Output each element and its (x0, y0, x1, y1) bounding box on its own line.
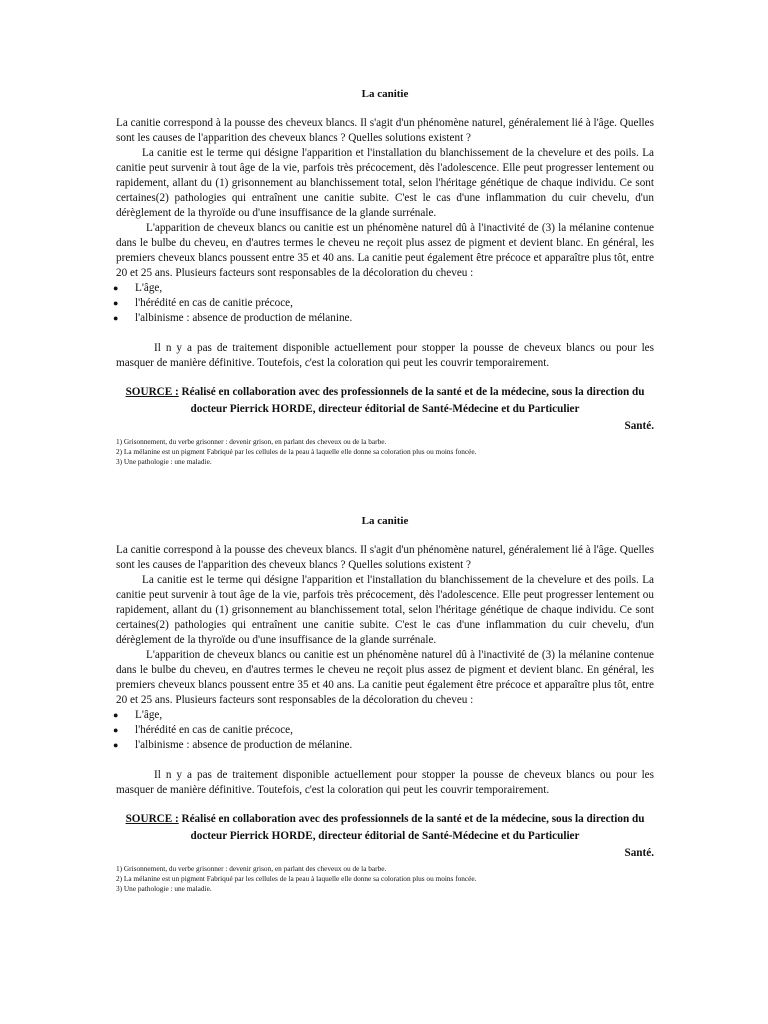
list-item-text: l'albinisme : absence de production de mélanine. (135, 312, 353, 324)
footnote: 2) La mélanine est un pigment Fabriqué par les cellules de la peau à laquelle elle donne sa coloration plus ou moins foncée. (116, 447, 477, 456)
list-item-text: L'âge, (135, 282, 163, 294)
bullet-icon: ● (113, 725, 119, 735)
bullet-list (113, 708, 654, 753)
footnotes (116, 437, 654, 467)
list-item (113, 723, 654, 738)
intro-paragraph: La canitie correspond à la pousse des cheveux blancs. Il s'agit d'un phénomène naturel, généralement lié à l'âge. Quelles sont les causes de l'apparition des cheveux blancs ? Quelles solutions existent ? (116, 117, 654, 144)
intro-paragraph: La canitie correspond à la pousse des cheveux blancs. Il s'agit d'un phénomène naturel, généralement lié à l'âge. Quelles sont les causes de l'apparition des cheveux blancs ? Quelles solutions existent ? (116, 544, 654, 571)
text-block-1 (113, 88, 654, 467)
footnote: 2) La mélanine est un pigment Fabriqué par les cellules de la peau à laquelle elle donne sa coloration plus ou moins foncée. (116, 874, 477, 883)
bullet-icon: ● (113, 283, 119, 293)
list-item-text: l'hérédité en cas de canitie précoce, (135, 724, 293, 736)
source-block (116, 384, 654, 435)
paragraph-1: La canitie est le terme qui désigne l'apparition et l'installation du blanchissement de la chevelure et des poils. La canitie peut survenir à tout âge de la vie, parfois très précocement, dès l'adolescence. Elle peut progresser lentement ou rapidement, allant du (1) grisonnement au blanchissement total, selon l'héritage génétique de chaque individu. Ce sont certaines(2) pathologies qui entraînent une canitie subite. C'est le cas d'une inflammation du cuir chevelu, d'un dérèglement de la thyroïde ou d'une insuffisance de la glande surrénale. (116, 147, 654, 219)
list-item (113, 311, 654, 326)
paragraph-3: Il n y a pas de traitement disponible actuellement pour stopper la pousse de cheveux blancs ou pour les masquer de manière définitive. Toutefois, c'est la coloration qui peut les couvrir temporairement. (116, 769, 654, 796)
bullet-icon: ● (113, 298, 119, 308)
source-block (116, 811, 654, 862)
list-item (113, 708, 654, 723)
list-item-text: l'albinisme : absence de production de mélanine. (135, 739, 353, 751)
doc-title: La canitie (361, 515, 409, 527)
list-item (113, 738, 654, 753)
source-text: Réalisé en collaboration avec des professionnels de la santé et de la médecine, sous la direction du docteur Pierrick HORDE, directeur éditorial de Santé-Médecine et du Particulier (181, 386, 645, 415)
source-text: Réalisé en collaboration avec des professionnels de la santé et de la médecine, sous la direction du docteur Pierrick HORDE, directeur éditorial de Santé-Médecine et du Particulier (181, 813, 645, 842)
footnotes (116, 864, 654, 894)
paragraph-2: L'apparition de cheveux blancs ou canitie est un phénomène naturel dû à l'inactivité de (3) la mélanine contenue dans le bulbe du cheveu, en d'autres termes le cheveu ne reçoit plus assez de pigment et devient blanc. En général, les premiers cheveux blancs poussent entre 35 et 40 ans. La canitie peut également être précoce et apparaître plus tôt, entre 20 et 25 ans. Plusieurs facteurs sont responsables de la décoloration du cheveu : (116, 222, 654, 279)
footnote: 1) Grisonnement, du verbe grisonner : devenir grison, en parlant des cheveux ou de la barbe. (116, 437, 387, 446)
paragraph-3: Il n y a pas de traitement disponible actuellement pour stopper la pousse de cheveux blancs ou pour les masquer de manière définitive. Toutefois, c'est la coloration qui peut les couvrir temporairement. (116, 342, 654, 369)
source-label: SOURCE : (125, 386, 179, 398)
list-item (113, 296, 654, 311)
source-end: Santé. (624, 420, 654, 432)
footnote: 1) Grisonnement, du verbe grisonner : devenir grison, en parlant des cheveux ou de la barbe. (116, 864, 387, 873)
text-block-2 (113, 515, 654, 894)
source-label: SOURCE : (125, 813, 179, 825)
source-end: Santé. (624, 847, 654, 859)
bullet-icon: ● (113, 313, 119, 323)
paragraph-2: L'apparition de cheveux blancs ou canitie est un phénomène naturel dû à l'inactivité de (3) la mélanine contenue dans le bulbe du cheveu, en d'autres termes le cheveu ne reçoit plus assez de pigment et devient blanc. En général, les premiers cheveux blancs poussent entre 35 et 40 ans. La canitie peut également être précoce et apparaître plus tôt, entre 20 et 25 ans. Plusieurs facteurs sont responsables de la décoloration du cheveu : (116, 649, 654, 706)
footnote: 3) Une pathologie : une maladie. (116, 457, 212, 466)
bullet-list (113, 281, 654, 326)
list-item-text: L'âge, (135, 709, 163, 721)
bullet-icon: ● (113, 740, 119, 750)
list-item (113, 281, 654, 296)
footnote: 3) Une pathologie : une maladie. (116, 884, 212, 893)
list-item-text: l'hérédité en cas de canitie précoce, (135, 297, 293, 309)
bullet-icon: ● (113, 710, 119, 720)
doc-title: La canitie (361, 88, 409, 100)
paragraph-1: La canitie est le terme qui désigne l'apparition et l'installation du blanchissement de la chevelure et des poils. La canitie peut survenir à tout âge de la vie, parfois très précocement, dès l'adolescence. Elle peut progresser lentement ou rapidement, allant du (1) grisonnement au blanchissement total, selon l'héritage génétique de chaque individu. Ce sont certaines(2) pathologies qui entraînent une canitie subite. C'est le cas d'une inflammation du cuir chevelu, d'un dérèglement de la thyroïde ou d'une insuffisance de la glande surrénale. (116, 574, 654, 646)
